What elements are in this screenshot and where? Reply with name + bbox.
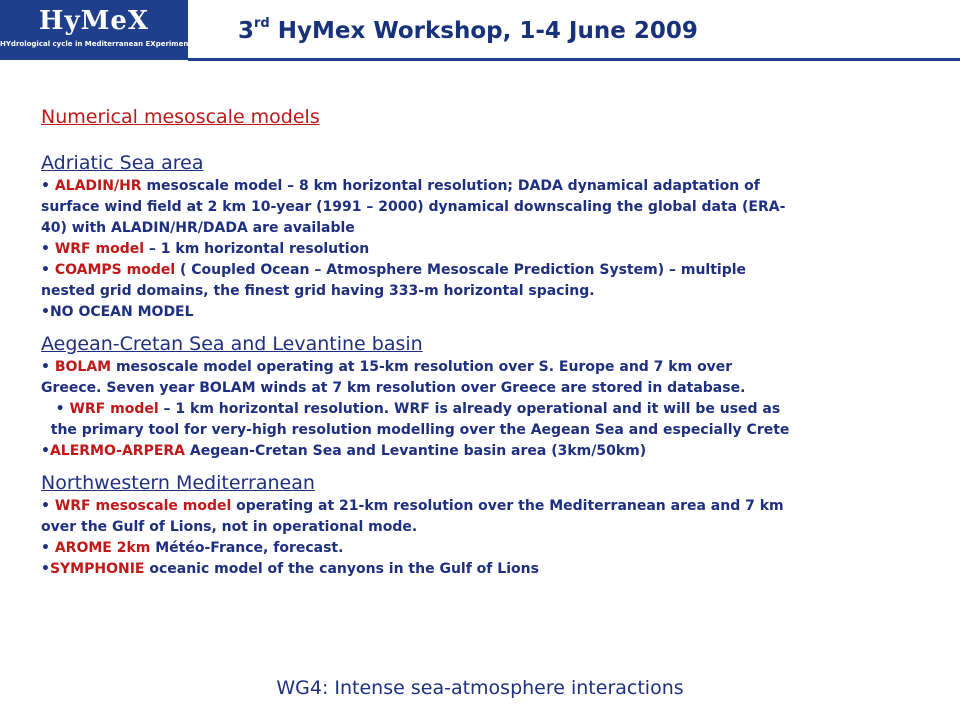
bullet-prefix: • <box>41 443 50 459</box>
bullet-text: Aegean-Cretan Sea and Levantine basin area (3km/50km) <box>185 443 647 459</box>
slide-content <box>41 104 901 580</box>
slide-header-title <box>238 18 698 44</box>
bullet-prefix: • <box>41 401 70 417</box>
nw-bullet-arome <box>41 538 901 559</box>
bullet-text: mesoscale model operating at 15-km resolution over S. Europe and 7 km over <box>111 359 733 375</box>
nw-bullet-symphonie <box>41 559 901 580</box>
title-ordinal-number: 3 <box>238 18 255 44</box>
bullet-text: oceanic model of the canyons in the Gulf of Lions <box>144 561 539 577</box>
nw-bullet-wrf-line1 <box>41 496 901 517</box>
section-gap <box>41 323 901 331</box>
aegean-bullet-wrf-line1 <box>41 399 901 420</box>
bullet-prefix: • <box>41 262 55 278</box>
section-title-northwestern: Northwestern Mediterranean <box>41 472 315 494</box>
model-name-bolam: BOLAM <box>54 359 112 375</box>
section-title-aegean: Aegean-Cretan Sea and Levantine basin <box>41 333 423 355</box>
adriatic-bullet-wrf <box>41 239 901 260</box>
bullet-prefix: • <box>41 241 55 257</box>
model-name-arome: AROME 2km <box>54 540 151 556</box>
bullet-prefix: • <box>41 359 55 375</box>
hymex-logo <box>0 0 192 60</box>
model-name-alermo-arpera: ALERMO-ARPERA <box>49 443 186 459</box>
bullet-prefix: • <box>41 540 55 556</box>
adriatic-bullet-coamps-line1 <box>41 260 901 281</box>
header-divider <box>188 58 960 61</box>
slide-footer: WG4: Intense sea-atmosphere interactions <box>276 677 684 699</box>
bullet-text: operating at 21-km resolution over the Mediterranean area and 7 km <box>231 498 784 514</box>
adriatic-bullet-no-ocean: •NO OCEAN MODEL <box>41 304 194 320</box>
model-name-aladin: ALADIN/HR <box>54 178 142 194</box>
bullet-text: Météo-France, forecast. <box>150 540 344 556</box>
title-ordinal-suffix: rd <box>254 16 270 32</box>
bullet-text: – 1 km horizontal resolution. WRF is already operational and it will be used as <box>158 401 781 417</box>
nw-bullet-wrf-line2: over the Gulf of Lions, not in operational mode. <box>41 519 418 535</box>
bullet-text: – 1 km horizontal resolution <box>144 241 370 257</box>
aegean-bullet-alermo <box>41 441 901 462</box>
logo-subtitle: HYdrological cycle in Mediterranean EXperiment <box>0 40 192 48</box>
model-name-symphonie: SYMPHONIE <box>49 561 145 577</box>
bullet-text: ( Coupled Ocean – Atmosphere Mesoscale Prediction System) – multiple <box>175 262 747 278</box>
model-name-wrf: WRF model <box>69 401 159 417</box>
title-text: HyMex Workshop, 1-4 June 2009 <box>269 18 698 44</box>
aegean-bullet-bolam-line2: Greece. Seven year BOLAM winds at 7 km resolution over Greece are stored in database. <box>41 380 746 396</box>
logo-name: HyMeX <box>38 6 150 36</box>
adriatic-bullet-aladin-line2: surface wind field at 2 km 10-year (1991 – 2000) dynamical downscaling the global data (ERA- <box>41 199 786 215</box>
bullet-prefix: • <box>41 178 55 194</box>
adriatic-bullet-coamps-line2: nested grid domains, the finest grid having 333-m horizontal spacing. <box>41 283 595 299</box>
model-name-wrf-mesoscale: WRF mesoscale model <box>54 498 232 514</box>
aegean-bullet-bolam-line1 <box>41 357 901 378</box>
model-name-wrf: WRF model <box>54 241 145 257</box>
adriatic-bullet-aladin-line1 <box>41 176 901 197</box>
model-name-coamps: COAMPS model <box>54 262 176 278</box>
aegean-bullet-wrf-line2: the primary tool for very-high resolution modelling over the Aegean Sea and especially Crete <box>41 422 790 438</box>
main-title: Numerical mesoscale models <box>41 106 320 128</box>
section-gap <box>41 462 901 470</box>
adriatic-bullet-aladin-line3: 40) with ALADIN/HR/DADA are available <box>41 220 355 236</box>
bullet-text: mesoscale model – 8 km horizontal resolution; DADA dynamical adaptation of <box>141 178 760 194</box>
bullet-prefix: • <box>41 561 50 577</box>
section-title-adriatic: Adriatic Sea area <box>41 152 204 174</box>
bullet-prefix: • <box>41 498 55 514</box>
